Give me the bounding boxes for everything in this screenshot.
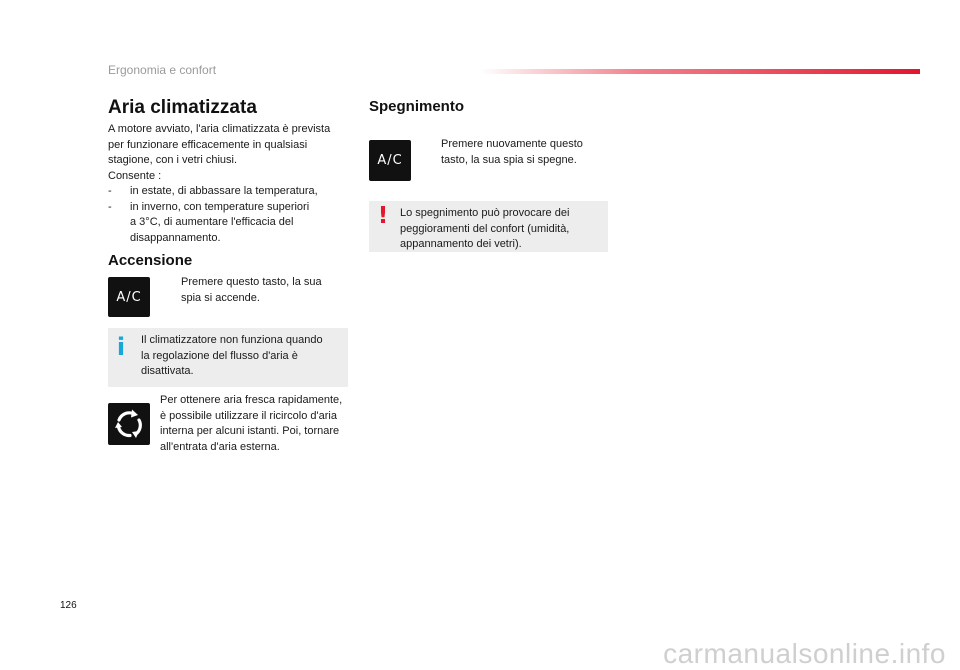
warning-text: [400, 206, 605, 253]
intro-line: per funzionare efficacemente in qualsiasi: [108, 138, 308, 151]
recirc-line: è possibile utilizzare il ricircolo d'aria: [160, 409, 337, 422]
ac-button-icon: A/C: [108, 277, 150, 317]
warning-line: Lo spegnimento può provocare dei: [400, 207, 570, 219]
step-line: tasto, la sua spia si spegne.: [441, 153, 577, 166]
bullet-icon: [424, 137, 441, 168]
recirc-line: all'entrata d'aria esterna.: [160, 440, 280, 453]
list-line: disappannamento.: [130, 231, 221, 244]
info-line: Il climatizzatore non funziona quando: [141, 334, 323, 346]
page-title: Aria climatizzata: [108, 97, 257, 118]
list-dash: -: [108, 185, 112, 197]
ac-button-icon: A/C: [369, 140, 411, 181]
list-line: in inverno, con temperature superiori: [130, 200, 310, 213]
step-on: [164, 275, 344, 306]
intro-line: A motore avviato, l'aria climatizzata è prevista: [108, 123, 331, 135]
bullet-icon: [164, 275, 181, 306]
list-item: [108, 200, 348, 247]
list-line: a 3°C, di aumentare l'efficacia del: [130, 216, 294, 228]
list-line: in estate, di abbassare la temperatura,: [130, 185, 318, 197]
intro-line: stagione, con i vetri chiusi.: [108, 154, 238, 166]
header-accent-bar: [480, 69, 920, 74]
recirc-line: interna per alcuni istanti. Poi, tornare: [160, 425, 340, 437]
info-line: disattivata.: [141, 365, 194, 377]
list-dash: -: [108, 200, 112, 213]
section-title-accensione: Accensione: [108, 252, 193, 269]
warning-line: peggioramenti del confort (umidità,: [400, 222, 570, 235]
intro-line: Consente :: [108, 169, 162, 182]
recirculation-text: [160, 393, 352, 455]
recirc-line: Per ottenere aria fresca rapidamente,: [160, 394, 343, 406]
section-header: Ergonomia e confort: [108, 63, 217, 77]
section-title-spegnimento: Spegnimento: [369, 98, 465, 115]
info-note: [108, 328, 348, 387]
watermark: carmanualsonline.info: [663, 638, 946, 669]
page-number: 126: [60, 600, 77, 611]
info-icon: i: [116, 333, 126, 361]
warning-line: appannamento dei vetri).: [400, 238, 522, 250]
step-line: Premere questo tasto, la sua: [181, 276, 322, 288]
warning-icon: !: [377, 203, 389, 229]
info-text: [141, 333, 346, 380]
step-line: Premere nuovamente questo: [441, 138, 583, 150]
info-line: la regolazione del flusso d'aria è: [141, 349, 298, 362]
intro-text: [108, 122, 348, 246]
recirculation-icon: [108, 403, 150, 445]
list-item: [108, 184, 348, 200]
warning-note: [369, 201, 608, 252]
step-off: [424, 137, 609, 168]
step-line: spia si accende.: [181, 291, 260, 304]
